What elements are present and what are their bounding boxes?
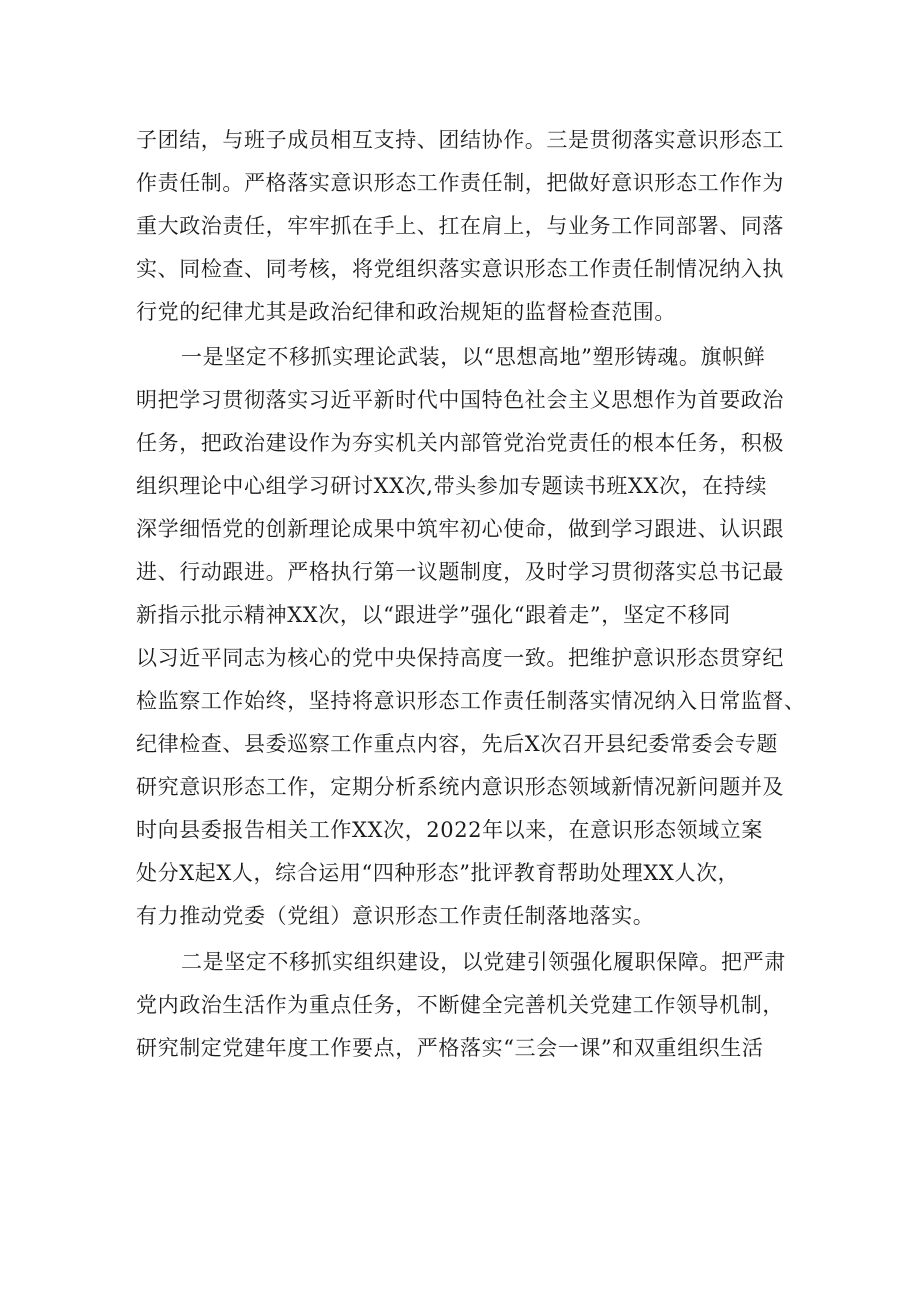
paragraph-2-line-12: 时向县委报告相关工作XX次，2022年以来，在意识形态领域立案	[136, 818, 763, 842]
paragraph-3-line-1: 二是坚定不移抓实组织建设，以党建引领强化履职保障。把严肃	[181, 950, 786, 974]
paragraph-1-line-4: 实、同检查、同考核，将党组织落实意识形态工作责任制情况纳入执	[136, 257, 784, 281]
paragraph-2-line-4: 组织理论中心组学习研讨XX次,带头参加专题读书班XX次，在持续	[136, 474, 768, 498]
paragraph-2-line-3: 任务，把政治建设作为夯实机关内部管党治党责任的根本任务，积极	[136, 431, 784, 455]
paragraph-2-line-7: 新指示批示精神XX次，以“跟进学”强化“跟着走”，坚定不移同	[136, 603, 731, 627]
paragraph-2-line-13: 处分X起X人，综合运用“四种形态”批评教育帮助处理XX人次，	[136, 861, 740, 885]
paragraph-1-line-1: 子团结，与班子成员相互支持、团结协作。三是贯彻落实意识形态工	[136, 128, 784, 152]
paragraph-2-line-5: 深学细悟党的创新理论成果中筑牢初心使命，做到学习跟进、认识跟	[136, 517, 784, 541]
paragraph-3-line-3: 研究制定党建年度工作要点，严格落实“三会一课”和双重组织生活	[136, 1036, 764, 1060]
paragraph-2-line-10: 纪律检查、县委巡察工作重点内容，先后X次召开县纪委常委会专题	[136, 732, 778, 756]
paragraph-2-line-9: 检监察工作始终，坚持将意识形态工作责任制落实情况纳入日常监督、	[136, 689, 806, 713]
paragraph-1-line-2: 作责任制。严格落实意识形态工作责任制，把做好意识形态工作作为	[136, 171, 784, 195]
paragraph-2-line-8: 以习近平同志为核心的党中央保持高度一致。把维护意识形态贯穿纪	[136, 646, 784, 670]
paragraph-1-line-5: 行党的纪律尤其是政治纪律和政治规矩的监督检查范围。	[136, 300, 676, 324]
paragraph-1-line-3: 重大政治责任，牢牢抓在手上、扛在肩上，与业务工作同部署、同落	[136, 214, 784, 238]
paragraph-2-line-1: 一是坚定不移抓实理论武装，以“思想高地”塑形铸魂。旗帜鲜	[181, 345, 766, 369]
paragraph-2-line-2: 明把学习贯彻落实习近平新时代中国特色社会主义思想作为首要政治	[136, 388, 784, 412]
paragraph-2-line-14: 有力推动党委（党组）意识形态工作责任制落地落实。	[136, 904, 655, 928]
paragraph-3-line-2: 党内政治生活作为重点任务，不断健全完善机关党建工作领导机制，	[136, 993, 784, 1017]
paragraph-2-line-11: 研究意识形态工作，定期分析系统内意识形态领域新情况新问题并及	[136, 775, 784, 799]
paragraph-2-line-6: 进、行动跟进。严格执行第一议题制度，及时学习贯彻落实总书记最	[136, 560, 784, 584]
